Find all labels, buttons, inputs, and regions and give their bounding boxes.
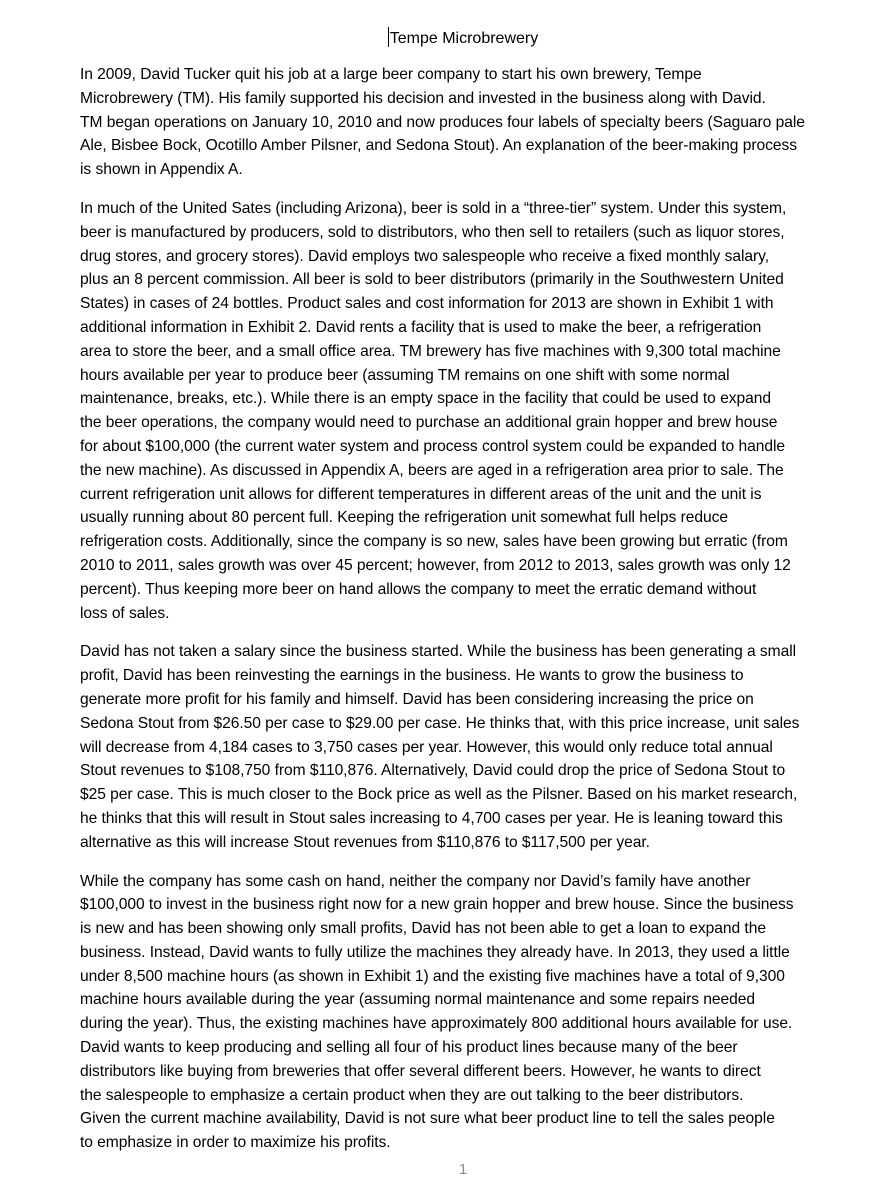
text-line: loss of sales. (80, 604, 170, 622)
text-line: business. Instead, David wants to fully utilize the machines they already have. In 2013, they used a little (80, 943, 790, 961)
text-line: usually running about 80 percent full. Keeping the refrigeration unit somewhat full helps reduce (80, 509, 728, 527)
text-line: Ale, Bisbee Bock, Ocotillo Amber Pilsner, and Sedona Stout). An explanation of the beer-making process (80, 137, 797, 155)
text-line: alternative as this will increase Stout revenues from $110,876 to $117,500 per year. (80, 833, 650, 851)
text-line: machine hours available during the year (assuming normal maintenance and some repairs needed (80, 991, 755, 1009)
text-line: $100,000 to invest in the business right now for a new grain hopper and brew house. Since the business (80, 896, 794, 914)
text-line: the beer operations, the company would need to purchase an additional grain hopper and brew house (80, 414, 778, 432)
text-line: is shown in Appendix A. (80, 161, 243, 179)
text-line: generate more profit for his family and himself. David has been considering increasing the price on (80, 690, 754, 708)
paragraph (80, 870, 850, 1156)
text-line: current refrigeration unit allows for different temperatures in different areas of the unit and the unit is (80, 485, 762, 503)
text-line: drug stores, and grocery stores). David employs two salespeople who receive a fixed monthly salary, (80, 247, 770, 265)
paragraph (80, 640, 850, 854)
text-line: Given the current machine availability, David is not sure what beer product line to tell the sales people (80, 1110, 775, 1128)
text-line: In 2009, David Tucker quit his job at a large beer company to start his own brewery, Tempe (80, 66, 702, 83)
text-line: area to store the beer, and a small office area. TM brewery has five machines with 9,300 total machine (80, 342, 781, 360)
text-line: to emphasize in order to maximize his profits. (80, 1134, 391, 1152)
text-line: profit, David has been reinvesting the earnings in the business. He wants to grow the business to (80, 667, 744, 685)
paragraph (80, 63, 850, 182)
text-line: David wants to keep producing and selling all four of his product lines because many of the beer (80, 1039, 738, 1057)
text-line: plus an 8 percent commission. All beer is sold to beer distributors (primarily in the Southwestern United (80, 271, 784, 289)
document-body (80, 63, 850, 1170)
text-line: States) in cases of 24 bottles. Product sales and cost information for 2013 are shown in Exhibit 1 with (80, 295, 774, 313)
text-line: 2010 to 2011, sales growth was over 45 percent; however, from 2012 to 2013, sales growth was only 12 (80, 556, 791, 574)
text-line: for about $100,000 (the current water system and process control system could be expanded to handle (80, 437, 785, 455)
text-line: Stout revenues to $108,750 from $110,876. Alternatively, David could drop the price of Sedona Stout to (80, 762, 786, 780)
paragraph (80, 197, 850, 625)
text-cursor (388, 27, 389, 47)
text-line: will decrease from 4,184 cases to 3,750 cases per year. However, this would only reduce total annual (80, 738, 773, 756)
text-line: percent). Thus keeping more beer on hand allows the company to meet the erratic demand without (80, 580, 757, 598)
text-line: maintenance, breaks, etc.). While there is an empty space in the facility that could be used to expand (80, 390, 771, 408)
document-title: Tempe Microbrewery (389, 30, 539, 47)
text-line: In much of the United Sates (including Arizona), beer is sold in a “three-tier” system. Under this system, (80, 199, 787, 217)
document-title-row (0, 27, 884, 50)
text-line: TM began operations on January 10, 2010 and now produces four labels of specialty beers (Saguaro pale (80, 113, 805, 131)
text-line: is new and has been showing only small profits, David has not been able to get a loan to expand the (80, 920, 766, 938)
text-line: Sedona Stout from $26.50 per case to $29.00 per case. He thinks that, with this price increase, unit sales (80, 714, 800, 732)
text-line: additional information in Exhibit 2. David rents a facility that is used to make the beer, a refrigeration (80, 318, 762, 336)
text-line: hours available per year to produce beer (assuming TM remains on one shift with some normal (80, 366, 730, 384)
page-number: 1 (458, 1161, 468, 1178)
text-line: distributors like buying from breweries that offer several different beers. However, he wants to direct (80, 1062, 761, 1080)
text-line: the new machine). As discussed in Appendix A, beers are aged in a refrigeration area prior to sale. The (80, 461, 784, 479)
text-line: he thinks that this will result in Stout sales increasing to 4,700 cases per year. He is leaning toward this (80, 809, 783, 827)
text-line: the salespeople to emphasize a certain product when they are out talking to the beer distributors. (80, 1086, 744, 1104)
text-line: Microbrewery (TM). His family supported his decision and invested in the business along with David. (80, 89, 766, 107)
text-line: beer is manufactured by producers, sold to distributors, who then sell to retailers (such as liquor stores, (80, 223, 785, 241)
text-line: While the company has some cash on hand, neither the company nor David’s family have another (80, 872, 751, 890)
text-line: David has not taken a salary since the business started. While the business has been generating a small (80, 643, 797, 661)
text-line: refrigeration costs. Additionally, since the company is so new, sales have been growing but erratic (from (80, 533, 788, 551)
text-line: $25 per case. This is much closer to the Bock price as well as the Pilsner. Based on his market research, (80, 786, 798, 804)
text-line: during the year). Thus, the existing machines have approximately 800 additional hours available for use. (80, 1015, 793, 1033)
text-line: under 8,500 machine hours (as shown in Exhibit 1) and the existing five machines have a total of 9,300 (80, 967, 785, 985)
